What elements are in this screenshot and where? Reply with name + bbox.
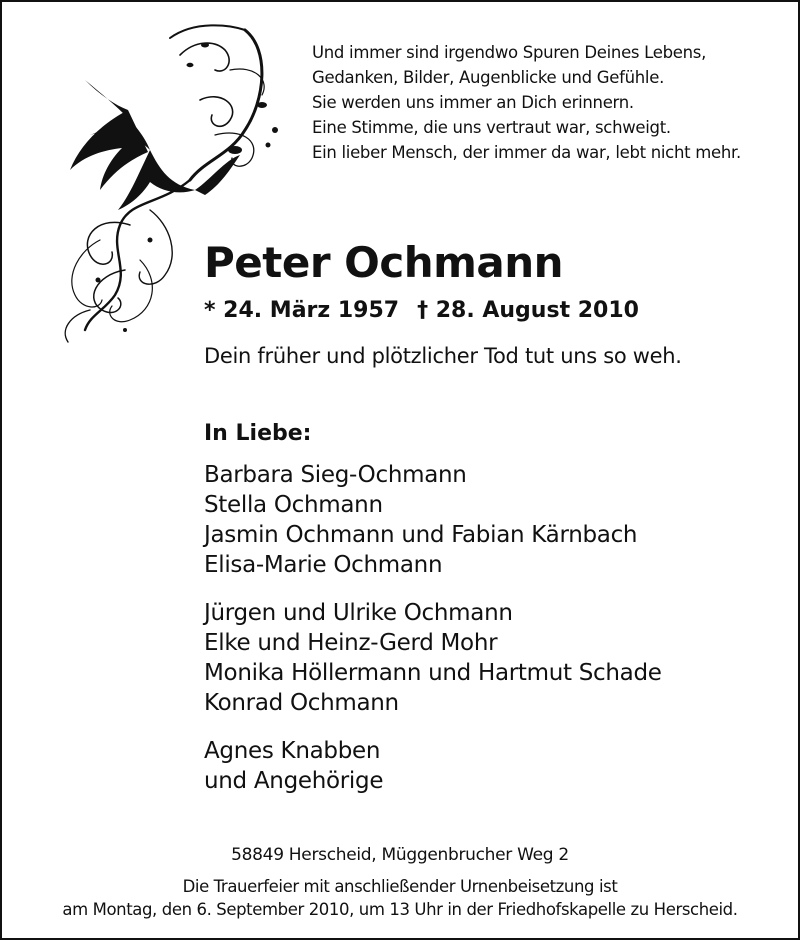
- poem-line: Gedanken, Bilder, Augenblicke und Gefühle.: [312, 68, 665, 87]
- deceased-name: Peter Ochmann: [204, 238, 564, 287]
- mourner-group-family: [204, 460, 637, 580]
- poem-line: Ein lieber Mensch, der immer da war, lebt nicht mehr.: [312, 143, 741, 162]
- ceremony-line: Die Trauerfeier mit anschließender Urnenbeisetzung ist: [182, 877, 618, 896]
- mourner-group-relatives: [204, 598, 662, 718]
- mourner-group-others: [204, 736, 383, 796]
- birth-date: * 24. März 1957: [204, 298, 400, 323]
- mourner-name: Agnes Knabben: [204, 738, 381, 764]
- memorial-poem: [312, 40, 792, 165]
- mourner-name: Barbara Sieg-Ochmann: [204, 462, 467, 488]
- mourner-name: Monika Höllermann und Hartmut Schade: [204, 660, 662, 686]
- funeral-ceremony-info: [2, 875, 798, 921]
- grief-statement: Dein früher und plötzlicher Tod tut uns so weh.: [204, 344, 682, 368]
- family-address: 58849 Herscheid, Müggenbrucher Weg 2: [231, 845, 569, 865]
- love-heading: In Liebe:: [204, 421, 312, 446]
- mourner-name: Elke und Heinz-Gerd Mohr: [204, 630, 498, 656]
- mourner-name: Jasmin Ochmann und Fabian Kärnbach: [204, 522, 638, 548]
- mourner-name: und Angehörige: [204, 768, 384, 794]
- mourner-name: Stella Ochmann: [204, 492, 383, 518]
- poem-line: Und immer sind irgendwo Spuren Deines Lebens,: [312, 43, 707, 62]
- mourner-name: Elisa-Marie Ochmann: [204, 552, 443, 578]
- poem-line: Eine Stimme, die uns vertraut war, schweigt.: [312, 118, 671, 137]
- poem-line: Sie werden uns immer an Dich erinnern.: [312, 93, 634, 112]
- death-date: † 28. August 2010: [417, 298, 639, 323]
- ceremony-line: am Montag, den 6. September 2010, um 13 Uhr in der Friedhofskapelle zu Herscheid.: [62, 900, 738, 919]
- mourner-name: Konrad Ochmann: [204, 690, 399, 716]
- life-dates: [204, 298, 639, 323]
- mourner-name: Jürgen und Ulrike Ochmann: [204, 600, 513, 626]
